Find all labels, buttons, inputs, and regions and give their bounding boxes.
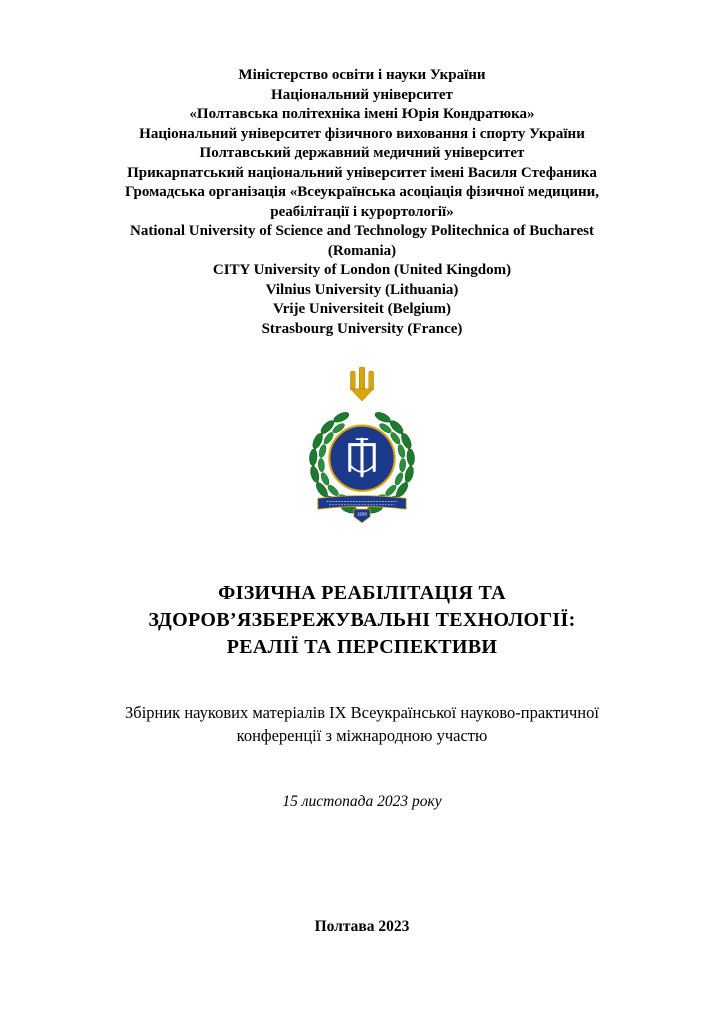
trident-icon [350,367,373,401]
institution-line: Прикарпатський національний університет імені Василя Стефаника [127,164,597,181]
institution-line: Vilnius University (Lithuania) [265,281,459,298]
university-emblem [0,363,724,538]
institution-line: Vrije Universiteit (Belgium) [272,301,451,317]
emblem-ribbon [318,496,406,523]
title-line: ФІЗИЧНА РЕАБІЛІТАЦІЯ ТА [218,582,506,604]
institution-line: National University of Science and Technology Politechnica of Bucharest [130,223,594,239]
institution-line: Міністерство освіти і науки України [238,67,486,83]
institution-line: «Полтавська політехніка імені Юрія Кондратюка» [189,106,535,122]
subtitle-line: конференції з міжнародною участю [236,726,488,745]
institution-line: Національний університет [271,86,453,103]
institution-line: Полтавський державний медичний університет [199,145,525,161]
conference-subtitle [0,701,724,747]
institution-line: (Romania) [327,242,397,259]
institution-line: Strasbourg University (France) [261,320,463,337]
title-line: РЕАЛІЇ ТА ПЕРСПЕКТИВИ [226,636,498,658]
title-line: ЗДОРОВ’ЯЗБЕРЕЖУВАЛЬНІ ТЕХНОЛОГІЇ: [148,609,576,631]
institution-line: реабілітації і курортології» [270,203,454,220]
conference-date: 15 листопада 2023 року [282,793,442,810]
institution-line: CITY University of London (United Kingdom) [212,262,512,278]
institution-line: Національний університет фізичного виховання і спорту України [139,125,585,142]
imprint-city-year: Полтава 2023 [314,918,410,935]
conference-title [0,580,724,661]
university-emblem-icon [287,363,437,533]
institutions-header [0,0,724,339]
subtitle-line: Збірник наукових матеріалів ІХ Всеукраїнської науково-практичної [125,703,599,722]
institution-line: Громадська організація «Всеукраїнська асоціація фізичної медицини, [124,184,600,200]
founding-year: 1930 [357,511,367,517]
